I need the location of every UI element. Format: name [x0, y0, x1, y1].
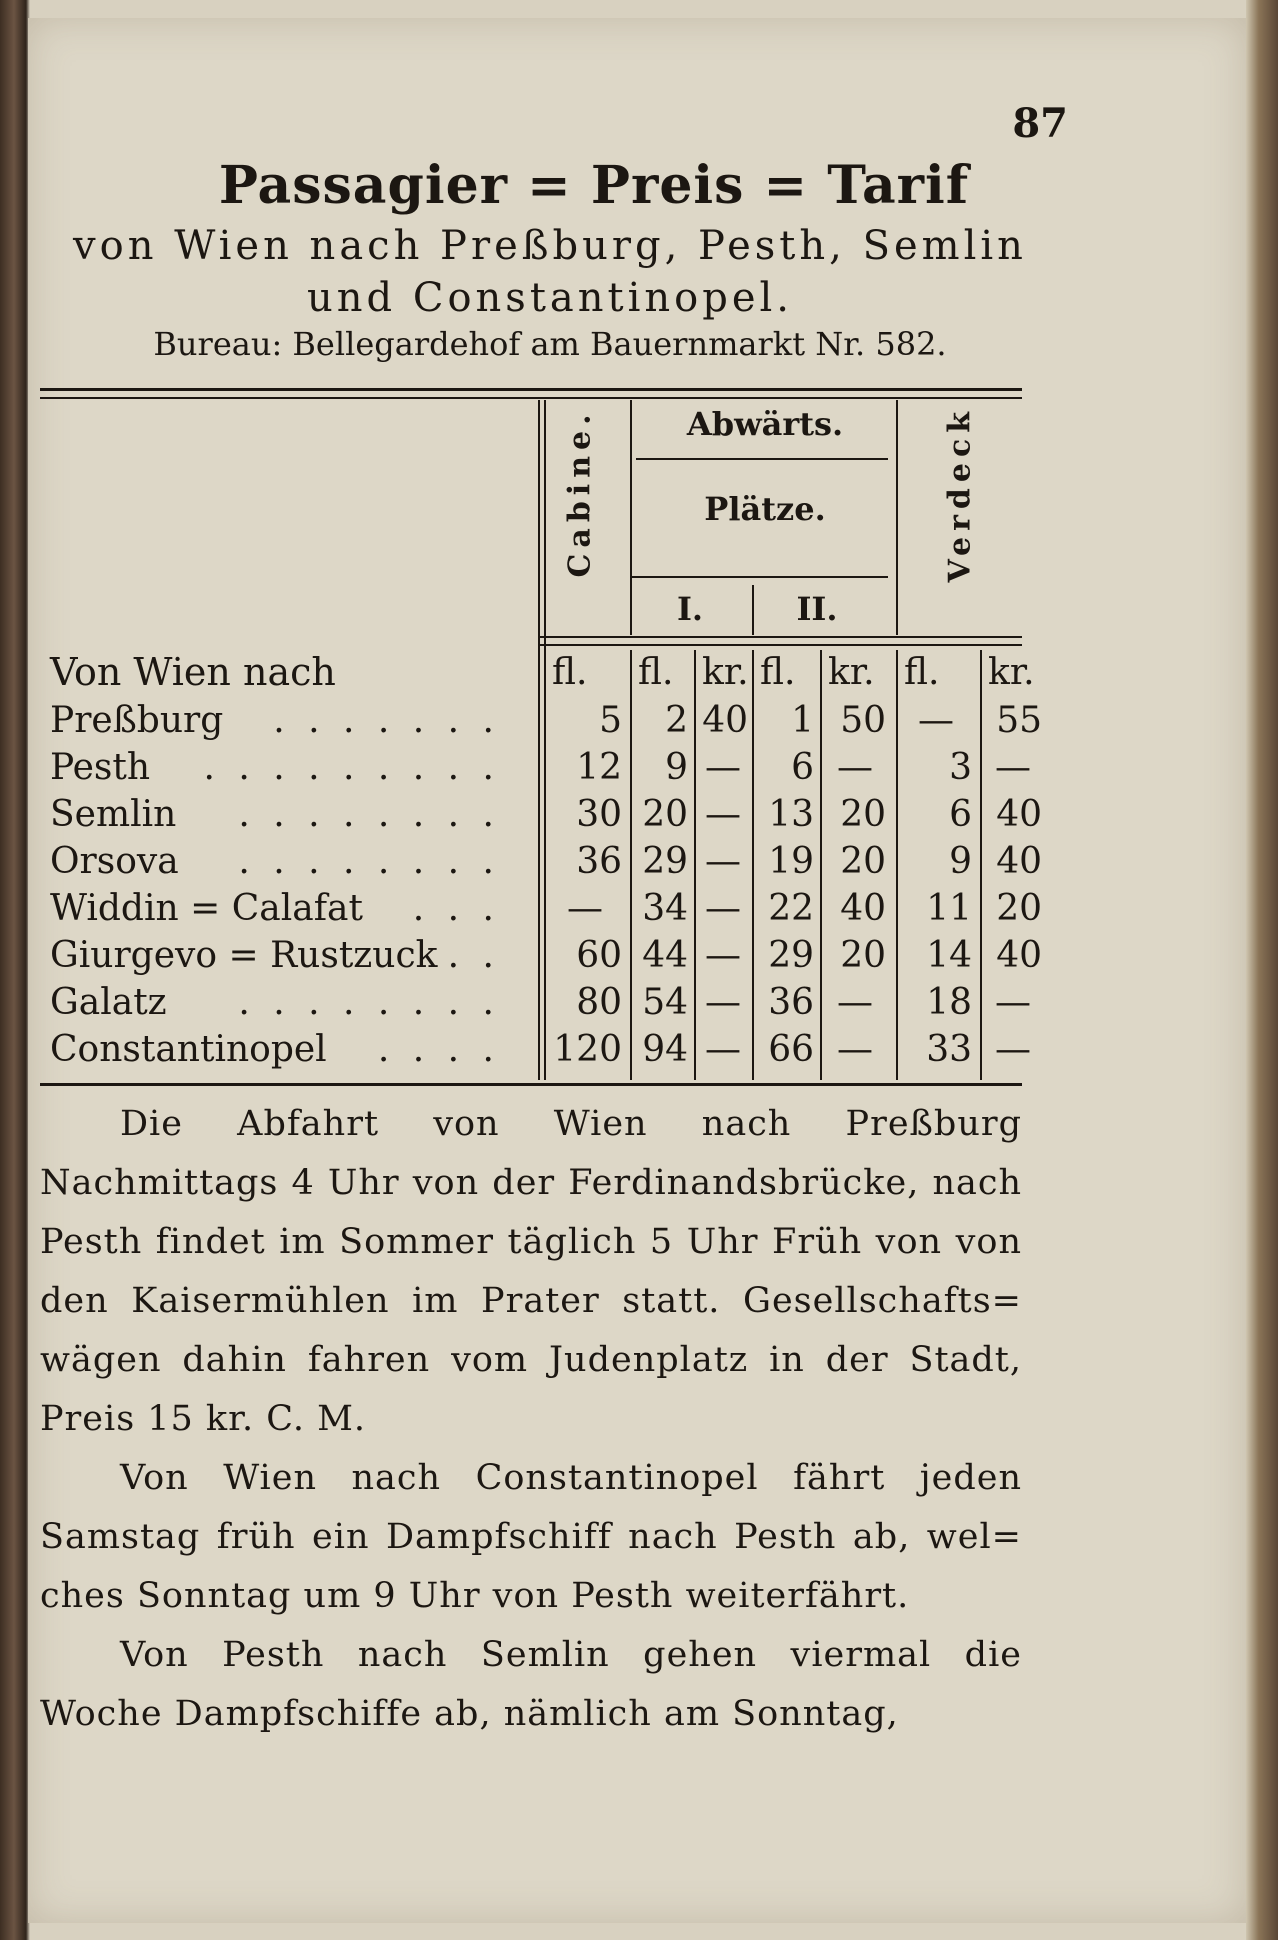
unit-cell: fl. [552, 652, 588, 693]
fare-cell: 2 [665, 700, 688, 741]
fare-cell: — [995, 982, 1031, 1023]
fare-cell: 20 [840, 935, 886, 976]
fare-cell: 13 [768, 794, 814, 835]
destination: Orsova [50, 841, 179, 882]
fare-cell: 40 [996, 794, 1042, 835]
fare-cell: — [705, 747, 741, 788]
page-number: 87 [1012, 100, 1068, 147]
fare-cell: — [705, 1029, 741, 1070]
fare-cell: 30 [576, 794, 622, 835]
paragraph: Die Abfahrt von Wien nach Preßburg Nachmittags 4 Uhr von der Ferdinandsbrücke, nach Pesth findet im Sommer täglich 5 Uhr Früh von von den Kaisermühlen im Prater statt. Gesellschafts= wägen dahin fahren vom Judenplatz in der Stadt, Preis 15 kr. C. M. [40, 1104, 1022, 1439]
destination: Galatz [50, 982, 167, 1023]
header-abwaerts: Abwärts. [686, 405, 844, 443]
table-row [40, 747, 1031, 793]
leader-dots: . . . . [377, 1029, 500, 1070]
fare-cell: 9 [949, 841, 972, 882]
header-cabine: Cabine. [562, 408, 598, 578]
fare-cell: 66 [768, 1029, 814, 1070]
fare-cell: 20 [642, 794, 688, 835]
fare-cell: — [837, 747, 873, 788]
page-title: Passagier = Preis = Tarif [218, 155, 970, 216]
fare-cell: 18 [926, 982, 972, 1023]
fare-cell: 20 [840, 841, 886, 882]
unit-cell: kr. [988, 652, 1035, 693]
fare-cell: 54 [642, 982, 688, 1023]
paragraph: Von Wien nach Constantinopel fährt jeden Samstag früh ein Dampfschiff nach Pesth ab, wel= ches Sonntag um 9 Uhr von Pesth weiterfährt. [40, 1458, 1022, 1616]
bottom-rule [40, 1083, 1022, 1086]
fare-cell: 33 [926, 1029, 972, 1070]
destination: Constantinopel [50, 1029, 327, 1070]
fare-cell: 1 [791, 700, 814, 741]
destination: Widdin = Calafat [50, 888, 363, 929]
fare-cell: 36 [576, 841, 622, 882]
fare-cell: 36 [768, 982, 814, 1023]
notes [40, 1095, 1022, 1744]
fare-cell: 40 [840, 888, 886, 929]
fare-cell: 5 [599, 700, 622, 741]
fare-cell: 9 [665, 747, 688, 788]
fare-cell: 20 [840, 794, 886, 835]
unit-cell: kr. [702, 652, 749, 693]
fare-cell: — [705, 841, 741, 882]
fare-cell: 40 [996, 935, 1042, 976]
fare-cell: — [837, 982, 873, 1023]
destination: Preßburg [50, 700, 224, 741]
destination: Giurgevo = Rustzuck [50, 935, 438, 976]
fare-cell: — [705, 982, 741, 1023]
header-verdeck: Verdeck [942, 405, 978, 583]
leader-dots: . . [447, 935, 500, 976]
table-row [40, 888, 1042, 934]
fare-cell: 34 [642, 888, 688, 929]
paragraph: Von Pesth nach Semlin gehen viermal die Woche Dampfschiffe ab, nämlich am Sonntag, [40, 1635, 1022, 1734]
leader-dots: . . . . . . . . . [203, 747, 500, 788]
leader-dots: . . . . . . . . [238, 982, 500, 1023]
header-class-1: I. [676, 590, 704, 628]
fare-cell: 6 [791, 747, 814, 788]
page-edge [1246, 0, 1278, 1940]
fare-cell: — [705, 935, 741, 976]
destination: Semlin [50, 794, 177, 835]
fare-cell: 40 [996, 841, 1042, 882]
top-rule [40, 388, 1022, 399]
fare-cell: 19 [768, 841, 814, 882]
table-row [40, 700, 1042, 746]
bureau-address: Bureau: Bellegardehof am Bauernmarkt Nr. 582. [153, 325, 947, 363]
destination: Pesth [50, 747, 151, 788]
fare-cell: 50 [840, 700, 886, 741]
table-row [40, 982, 1031, 1028]
fare-cell: 60 [576, 935, 622, 976]
fare-cell: 80 [576, 982, 622, 1023]
fare-cell: — [995, 747, 1031, 788]
fare-cell: 40 [702, 700, 748, 741]
unit-cell: kr. [828, 652, 875, 693]
fare-cell: — [918, 700, 954, 741]
fare-cell: — [705, 794, 741, 835]
leader-dots: . . . . . . . [273, 700, 500, 741]
subtitle: von Wien nach Preßburg, Pesth, Semlin und Constantinopel. [73, 223, 1027, 321]
leader-dots: . . . . . . . . [238, 841, 500, 882]
fare-cell: 14 [926, 935, 972, 976]
unit-cell: fl. [638, 652, 674, 693]
fare-cell: 29 [768, 935, 814, 976]
from-label: Von Wien nach [50, 650, 336, 694]
table-row [40, 935, 1042, 981]
leader-dots: . . . [412, 888, 500, 929]
units-row [40, 652, 1035, 698]
table-row [40, 1029, 1031, 1075]
fare-cell: 6 [949, 794, 972, 835]
fare-cell: 11 [926, 888, 972, 929]
fare-cell: — [995, 1029, 1031, 1070]
fare-cell: 55 [996, 700, 1042, 741]
fare-cell: 3 [949, 747, 972, 788]
fare-cell: — [567, 888, 603, 929]
fare-cell: 29 [642, 841, 688, 882]
fare-cell: 22 [768, 888, 814, 929]
header-class-2: II. [796, 590, 838, 628]
header-plaetze: Plätze. [704, 490, 826, 528]
fare-cell: 44 [642, 935, 688, 976]
leader-dots: . . . . . . . . [238, 794, 500, 835]
fare-cell: 12 [576, 747, 622, 788]
fare-cell: 120 [553, 1029, 622, 1070]
unit-cell: fl. [904, 652, 940, 693]
fare-cell: — [705, 888, 741, 929]
table-row [40, 794, 1042, 840]
fare-cell: 20 [996, 888, 1042, 929]
fare-cell: — [837, 1029, 873, 1070]
table-row [40, 841, 1042, 887]
unit-cell: fl. [760, 652, 796, 693]
fare-cell: 94 [642, 1029, 688, 1070]
